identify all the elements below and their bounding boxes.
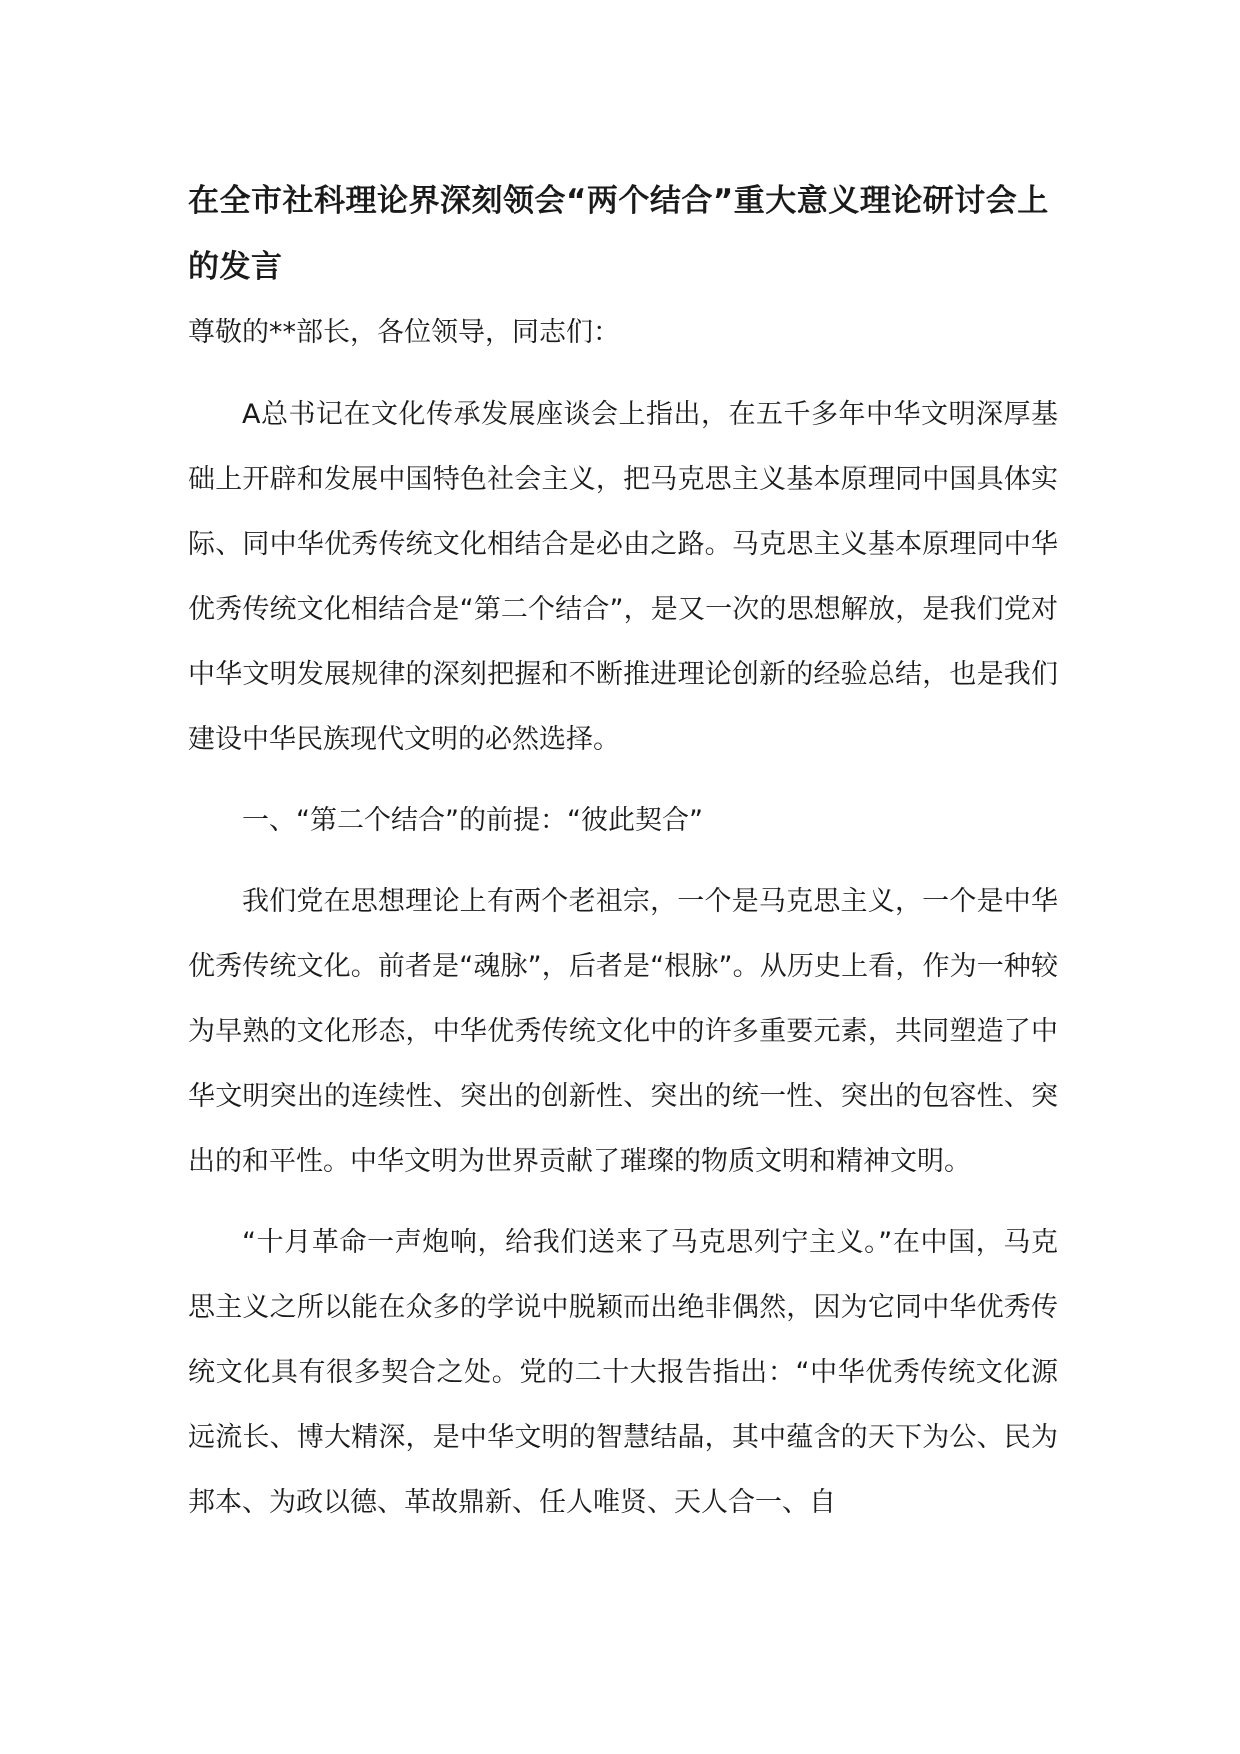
- document-body: [188, 168, 1058, 1535]
- paragraph-october-revolution: “十月革命一声炮响，给我们送来了马克思列宁主义。”在中国，马克思主义之所以能在众多的学说中脱颖而出绝非偶然，因为它同中华优秀传统文化具有很多契合之处。党的二十大报告指出：“中华优秀传统文化源远流长、博大精深，是中华文明的智慧结晶，其中蕴含的天下为公、民为邦本、为政以德、革故鼎新、任人唯贤、天人合一、自: [188, 1227, 1058, 1518]
- document-title: 在全市社科理论界深刻领会“两个结合”重大意义理论研讨会上的发言: [188, 183, 1049, 285]
- section-heading-1: 一、“第二个结合”的前提：“彼此契合”: [242, 805, 703, 836]
- salutation: 尊敬的**部长，各位领导，同志们：: [188, 317, 620, 348]
- paragraph-intro: A总书记在文化传承发展座谈会上指出，在五千多年中华文明深厚基础上开辟和发展中国特色社会主义，把马克思主义基本原理同中国具体实际、同中华优秀传统文化相结合是必由之路。马克思主义基本原理同中华优秀传统文化相结合是“第二个结合”，是又一次的思想解放，是我们党对中华文明发展规律的深刻把握和不断推进理论创新的经验总结，也是我们建设中华民族现代文明的必然选择。: [188, 399, 1058, 755]
- paragraph-two-ancestors: 我们党在思想理论上有两个老祖宗，一个是马克思主义，一个是中华优秀传统文化。前者是“魂脉”，后者是“根脉”。从历史上看，作为一种较为早熟的文化形态，中华优秀传统文化中的许多重要元素，共同塑造了中华文明突出的连续性、突出的创新性、突出的统一性、突出的包容性、突出的和平性。中华文明为世界贡献了璀璨的物质文明和精神文明。: [188, 886, 1058, 1177]
